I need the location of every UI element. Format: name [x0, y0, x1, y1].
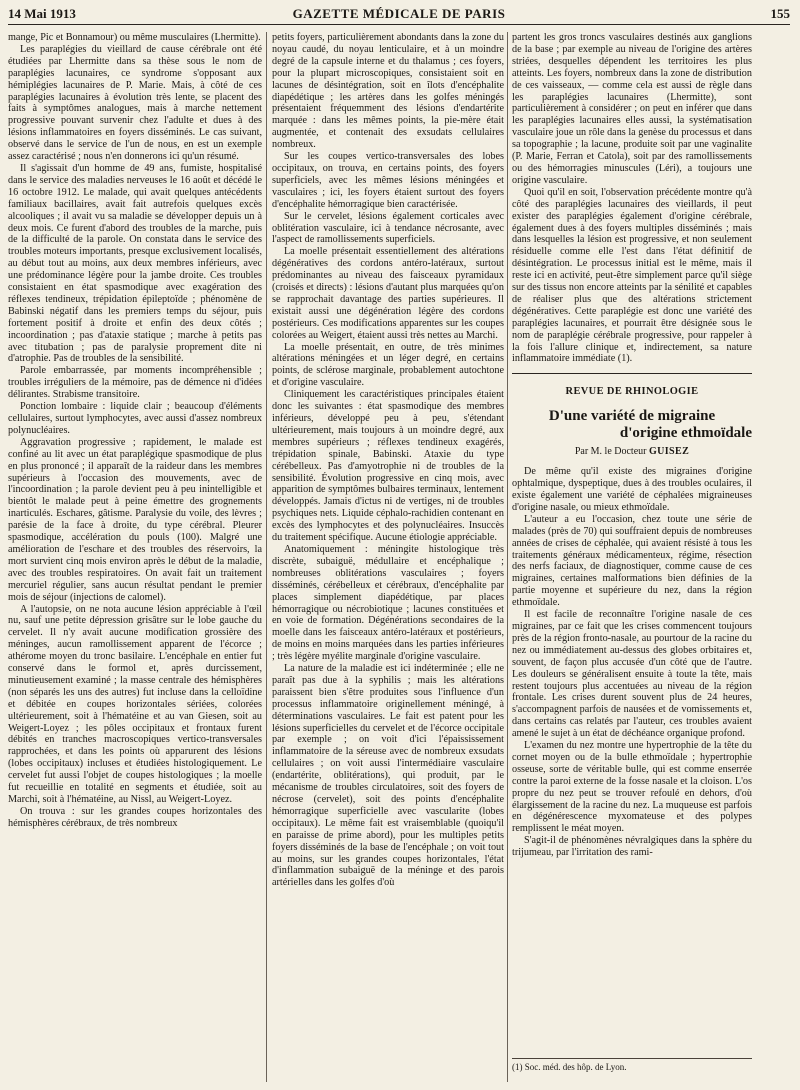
column-3: [512, 32, 752, 1082]
paragraph: petits foyers, particulièrement abondants dans la zone du noyau caudé, du noyau lenticulaire, et à un moindre degré de la capsule interne et du thalamus ; ces foyers, pour la plupart microscopiques, consistaient soit en lacunes de désintégration, soit en îlots d'encéphalite diapédétique ; les artères dans les golfes méningés présentaient fréquemment des lésions d'endartérite marquée : dans les mêmes points, la pie-mère était augmentée, et contenait des exsudats cellulaires nombreux.: [272, 32, 504, 151]
article-title: [512, 408, 752, 442]
journal-title: GAZETTE MÉDICALE DE PARIS: [292, 6, 506, 21]
paragraph: Sur le cervelet, lésions également corticales avec oblitération vasculaire, ici à tendance nécrosante, avec l'aspect de ramollissements superficiels.: [272, 210, 504, 246]
footnote: (1) Soc. méd. des hôp. de Lyon.: [512, 1058, 752, 1072]
column-divider-1: [266, 32, 267, 1082]
paragraph: mange, Pic et Bonnamour) ou même musculaires (Lhermitte).: [8, 32, 261, 43]
paragraph: Ponction lombaire : liquide clair ; beaucoup d'éléments cellulaires, surtout lymphocytes, avec aussi d'assez nombreux polynucléaires.: [8, 401, 262, 436]
page-header: [8, 6, 790, 25]
paragraph: La nature de la maladie est ici indéterminée ; elle ne paraît pas due à la syphilis ; mais les altérations paraissent bien s'être produites sous l'influence d'un processus inflammatoire originellement méningé, à déterminations vasculaires. Le fait est patent pour les lésions superficielles du cervelet et de l'écorce occipitale par exemple ; on voit d'ici l'épaississement inflammatoire de la séreuse avec de nombreux exsudats cellulaires ; on voit aussi l'intermédiaire vasculaire (endartérite, oblitérations), qui produit, par le mécanisme de troubles circulatoires, soit des foyers de nécrose (cervelet), soit des points d'encéphalite hémorragique superficielle avec vascularite (lobes occipitaux). Le même fait est vraisemblable (quoiqu'il en paraisse de prime abord), pour les multiples petits foyers disséminés de la base de l'encéphale ; on voit tout au moins, sur les grandes coupes horizontales, l'état d'inflammation subaiguë de la méninge et des parois artérielles dans les golfes d'où: [272, 663, 504, 889]
article-title-line-1: D'une variété de migraine: [548, 408, 716, 425]
paragraph: Anatomiquement : méningite histologique très discrète, subaiguë, médullaire et encéphalique ; nombreuses oblitérations vasculaires ; foyers disséminés, cérébelleux et cérébraux, d'encéphalite par places simplement diapédétique, par places hémorragique ou nécrobiotique ; lacunes constituées et en voie de formation. Dégénérations secondaires de la moelle dans les faisceaux antéro-latéraux et postérieurs, de moins en moins marquées dans les parties inférieures ; très légère myélite marginale d'origine vasculaire.: [272, 543, 504, 663]
article-title-line-2: d'origine ethmoïdale: [619, 425, 752, 442]
byline-prefix: Par M. le Docteur: [574, 446, 649, 458]
paragraph: La moelle présentait, en outre, de très minimes altérations méningées et un léger degré, en certains points, de sclérose marginale, probablement autochtone et d'origine vasculaire.: [272, 341, 504, 389]
paragraph: Aggravation progressive ; rapidement, le malade est confiné au lit avec un état paraplégique spasmodique de plus en plus prononcé ; il apparaît de la raideur dans les membres supérieurs à l'occasion des mouvements, avec de l'incoordination ; la parole devient peu à peu inintelligible et bientôt le malade peut à peine émettre des grognements inarticulés. Eschares, gâtisme. Paralysie du voile, des lèvres ; parésie de la face à droite, du type cérébral. Pleurer spasmodique, accélération du pouls (100). Malgré une amélioration de l'eschare et des troubles des réservoirs, la mort survient cinq mois environ après le début de la maladie, avec des troubles respiratoires. On avait fait un traitement mercuriel régulier, sans aucun résultat pendant le premier mois de séjour (injections de calomel).: [8, 436, 262, 603]
paragraph: De même qu'il existe des migraines d'origine ophtalmique, dyspeptique, dues à des troubles oculaires, il existe également une variété de céphalées migraineuses d'origine nasale, ou mieux ethmoïdale.: [512, 466, 752, 513]
paragraph: L'examen du nez montre une hypertrophie de la tête du cornet moyen ou de la bulle ethmoïdale ; hypertrophie osseuse, sorte de véritable bulle, qui est comme enserrée contre la paroi externe de la fosse nasale et la cloison. L'os propre du nez peut se trouver refoulé en dehors, d'où élargissement de la racine du nez. La muqueuse est parfois en dégénérescence myxomateuse et des polypes remplissent le méat moyen.: [512, 740, 752, 835]
column-1: [8, 32, 262, 1082]
column-divider-2: [507, 32, 508, 1082]
paragraph: A l'autopsie, on ne nota aucune lésion appréciable à l'œil nu, sauf une petite dépression grisâtre sur le lobe gauche du cervelet. Il n'y avait aucune modification grossière des méninges, aucun ramollissement apparent de l'écorce ; athérome moyen du tronc basilaire. L'encéphale en entier fut conservé dans le formol et, après durcissement, minutieusement examiné ; la masse centrale des hémisphères (non séparés les uns des autres) fut incluse dans la celloïdine et débitée en coupes horizontales sériées, colorées ultérieurement, soit à l'hématéine et au van Giesen, soit au Weigert-Loyez ; les pôles occipitaux et frontaux furent débités en tranches macroscopiques vertico-transversales rapprochées, et dans les points où apparurent des lésions (lobes occipitaux) incluses et étudiées histologiquement. Le cervelet fut aussi l'objet de coupes histologiques ; la moelle fut recueillie en totalité en segments et étudiée, soit au Marchi, soit à l'hématéine, au Nissl, au Weigert-Loyez.: [8, 603, 262, 805]
paragraph: Les paraplégies du vieillard de cause cérébrale ont été étudiées par Lhermitte dans sa thèse sous le nom de paraplégies lacunaires, ce syndrome s'opposant aux hémiplégies lacunaires de P. Marie. Mais, à côté de ces paraplégies lacunaires à évolution très lente, se placent des faits à symptômes analogues, mais à marche nettement progressive pouvant survenir chez l'adulte et dues à des lésions inflammatoires en foyers disséminés. Le cas suivant, observé dans le service de l'un de nous, en est un exemple assez caractérisé ; nous n'en donnerons ici qu'un résumé.: [8, 43, 262, 163]
paragraph: Quoi qu'il en soit, l'observation précédente montre qu'à côté des paraplégies lacunaires des vieillards, il peut exister des paraplégies également d'origine cérébrale, également dues à des foyers multiples disséminés ; mais dans lesquelles la lésion est progressive, et non seulement résiduelle comme elle l'est dans l'état définitif de désintégration. Le processus initial est le même, mais il reste ici en activité, peut-être simplement parce qu'il siège sur des tissus non encore atteints par la sénilité et capables de réaliser plus que des altérations strictement dégénératives. Cette paraplégie est donc une variété des paraplégies lacunaires, et pourrait être désignée sous le nom de paraplégie cérébrale progressive, pour rappeler à la fois l'allure clinique et, indirectement, sa nature inflammatoire immédiate (1).: [512, 186, 752, 365]
column-2: [272, 32, 504, 1082]
paragraph: Parole embarrassée, par moments incompréhensible ; troubles irréguliers de la mémoire, pas de démence ni d'idées délirantes. Strabisme transitoire.: [8, 365, 262, 401]
page-number: 155: [770, 6, 790, 21]
paragraph: Il s'agissait d'un homme de 49 ans, fumiste, hospitalisé dans le service des maladies nerveuses le 16 août et décédé le 16 octobre 1912. Le malade, qui avait quelques antécédents familiaux bacillaires, avait fait autrefois quelques excès alcooliques ; il avait vu sa maladie se développer depuis un à deux mois. Ce furent d'abord des troubles de la marche, puis de la difficulté de la parole. On constata dans le service des troubles moteurs importants, presque exclusivement localisés, au début tout au moins, aux deux membres inférieurs, avec une prédominance légère pour la jambe droite. Ces troubles consistaient en état spasmodique avec exagération des réflexes tendineux, trépidation épileptoïde ; phénomène de Babinski négatif dans les premiers temps du séjour, puis fortement positif à droite et enfin des deux côtés ; incoordination ; pas d'ataxie statique ; marche à petits pas avec titubation ; pas de paralysie proprement dite ni d'atrophie. Pas de troubles de la sensibilité.: [8, 162, 262, 365]
header-date: 14 Mai 1913: [8, 6, 76, 21]
byline: [512, 446, 752, 458]
section-title: REVUE DE RHINOLOGIE: [565, 386, 699, 398]
paragraph: La moelle présentait essentiellement des altérations dégénératives des cordons antéro-latéraux, surtout prédominantes au niveau des faisceaux pyramidaux (croisés et directs) : lésions d'autant plus marquées qu'on se rapprochait davantage des parties supérieures. Il existait aussi une dégénération légère des cordons postérieurs. Ces modifications apparentes sur les coupes colorées au Weigert, étaient aussi très nettes au Marchi.: [272, 246, 504, 341]
paragraph: S'agit-il de phénomènes névralgiques dans la sphère du trijumeau, par l'irritation des rami-: [512, 835, 752, 859]
paragraph: Cliniquement les caractéristiques principales étaient donc les suivantes : état spasmodique des membres inférieurs, développé peu à peu, s'étendant ultérieurement, mais toujours à un moindre degré, aux membres supérieurs ; réflexes tendineux exagérés, trépidation spinale, Babinski. Ataxie du type cérébelleux. Pas d'amyotrophie ni de troubles de la sensibilité. Évolution progressive en cinq mois, avec apparition de symptômes bulbaires terminaux, lentement développés. Jamais d'ictus ni de vertiges, ni de troubles psychiques nets. Liquide céphalo-rachidien contenant en excès des lymphocytes et des polynucléaires. Insuccès du traitement spécifique. Aucune étiologie appréciable.: [272, 389, 504, 544]
paragraph: Sur les coupes vertico-transversales des lobes occipitaux, on trouva, en certains points, des foyers superficiels, avec les mêmes lésions méningées et vasculaires ; ici, les foyers étaient surtout des foyers d'encéphalite hémorragique bien caractérisée.: [272, 151, 504, 210]
paragraph: On trouva : sur les grandes coupes horizontales des hémisphères cérébraux, de très nombreux: [8, 805, 262, 829]
author-name: GUISEZ: [648, 446, 690, 458]
section-divider: [512, 373, 752, 374]
paragraph: L'auteur a eu l'occasion, chez toute une série de malades (près de 70) qui souffraient depuis de nombreuses années de crises de céphalée, qui avaient résisté à tous les traitements généraux médicamenteux, régime, résection des nerfs faciaux, de diagnostiquer, comme cause de ces migraines, certaines malformations bien définies de la partie moyenne et supérieure du nez, dans la région ethmoïdale.: [512, 513, 752, 609]
paragraph: partent les gros troncs vasculaires destinés aux ganglions de la base ; par exemple au niveau de l'origine des artères striées, desquelles dépendent les territoires les plus atteints. Les foyers, nombreux dans la zone de distribution de ces vaisseaux, — comme cela est aussi de règle dans les paraplégies lacunaires (Lhermitte), sont particulièrement à considérer ; on peut en inférer que dans les paraplégies lacunaires elles aussi, la systématisation vasculaire joue un rôle dans la genèse du processus et dans sa topographie ; la lacune, produite soit par une vaginalite (P. Marie, Ferran et Catola), soit par des ramollissements ou des hémorragies minuscules (Léri), a toujours une origine vasculaire.: [512, 32, 752, 186]
paragraph: Il est facile de reconnaître l'origine nasale de ces migraines, par ce fait que les crises commencent toujours près de la région fronto-nasale, au pourtour de la racine du nez ou immédiatement au-dessus des globes orbitaires et, souvent, de façon plus accusée d'un côté que de l'autre. Les douleurs se généralisent ensuite à toute la tête, mais restent toujours plus accentuées au niveau de la région frontale. Les crises durent souvent plus de 24 heures, s'accompagnent parfois de nausées et de vomissements et, dans certains cas relatés par l'auteur, ces troubles avaient amené le sujet à un état de déchéance organique profond.: [512, 609, 752, 740]
